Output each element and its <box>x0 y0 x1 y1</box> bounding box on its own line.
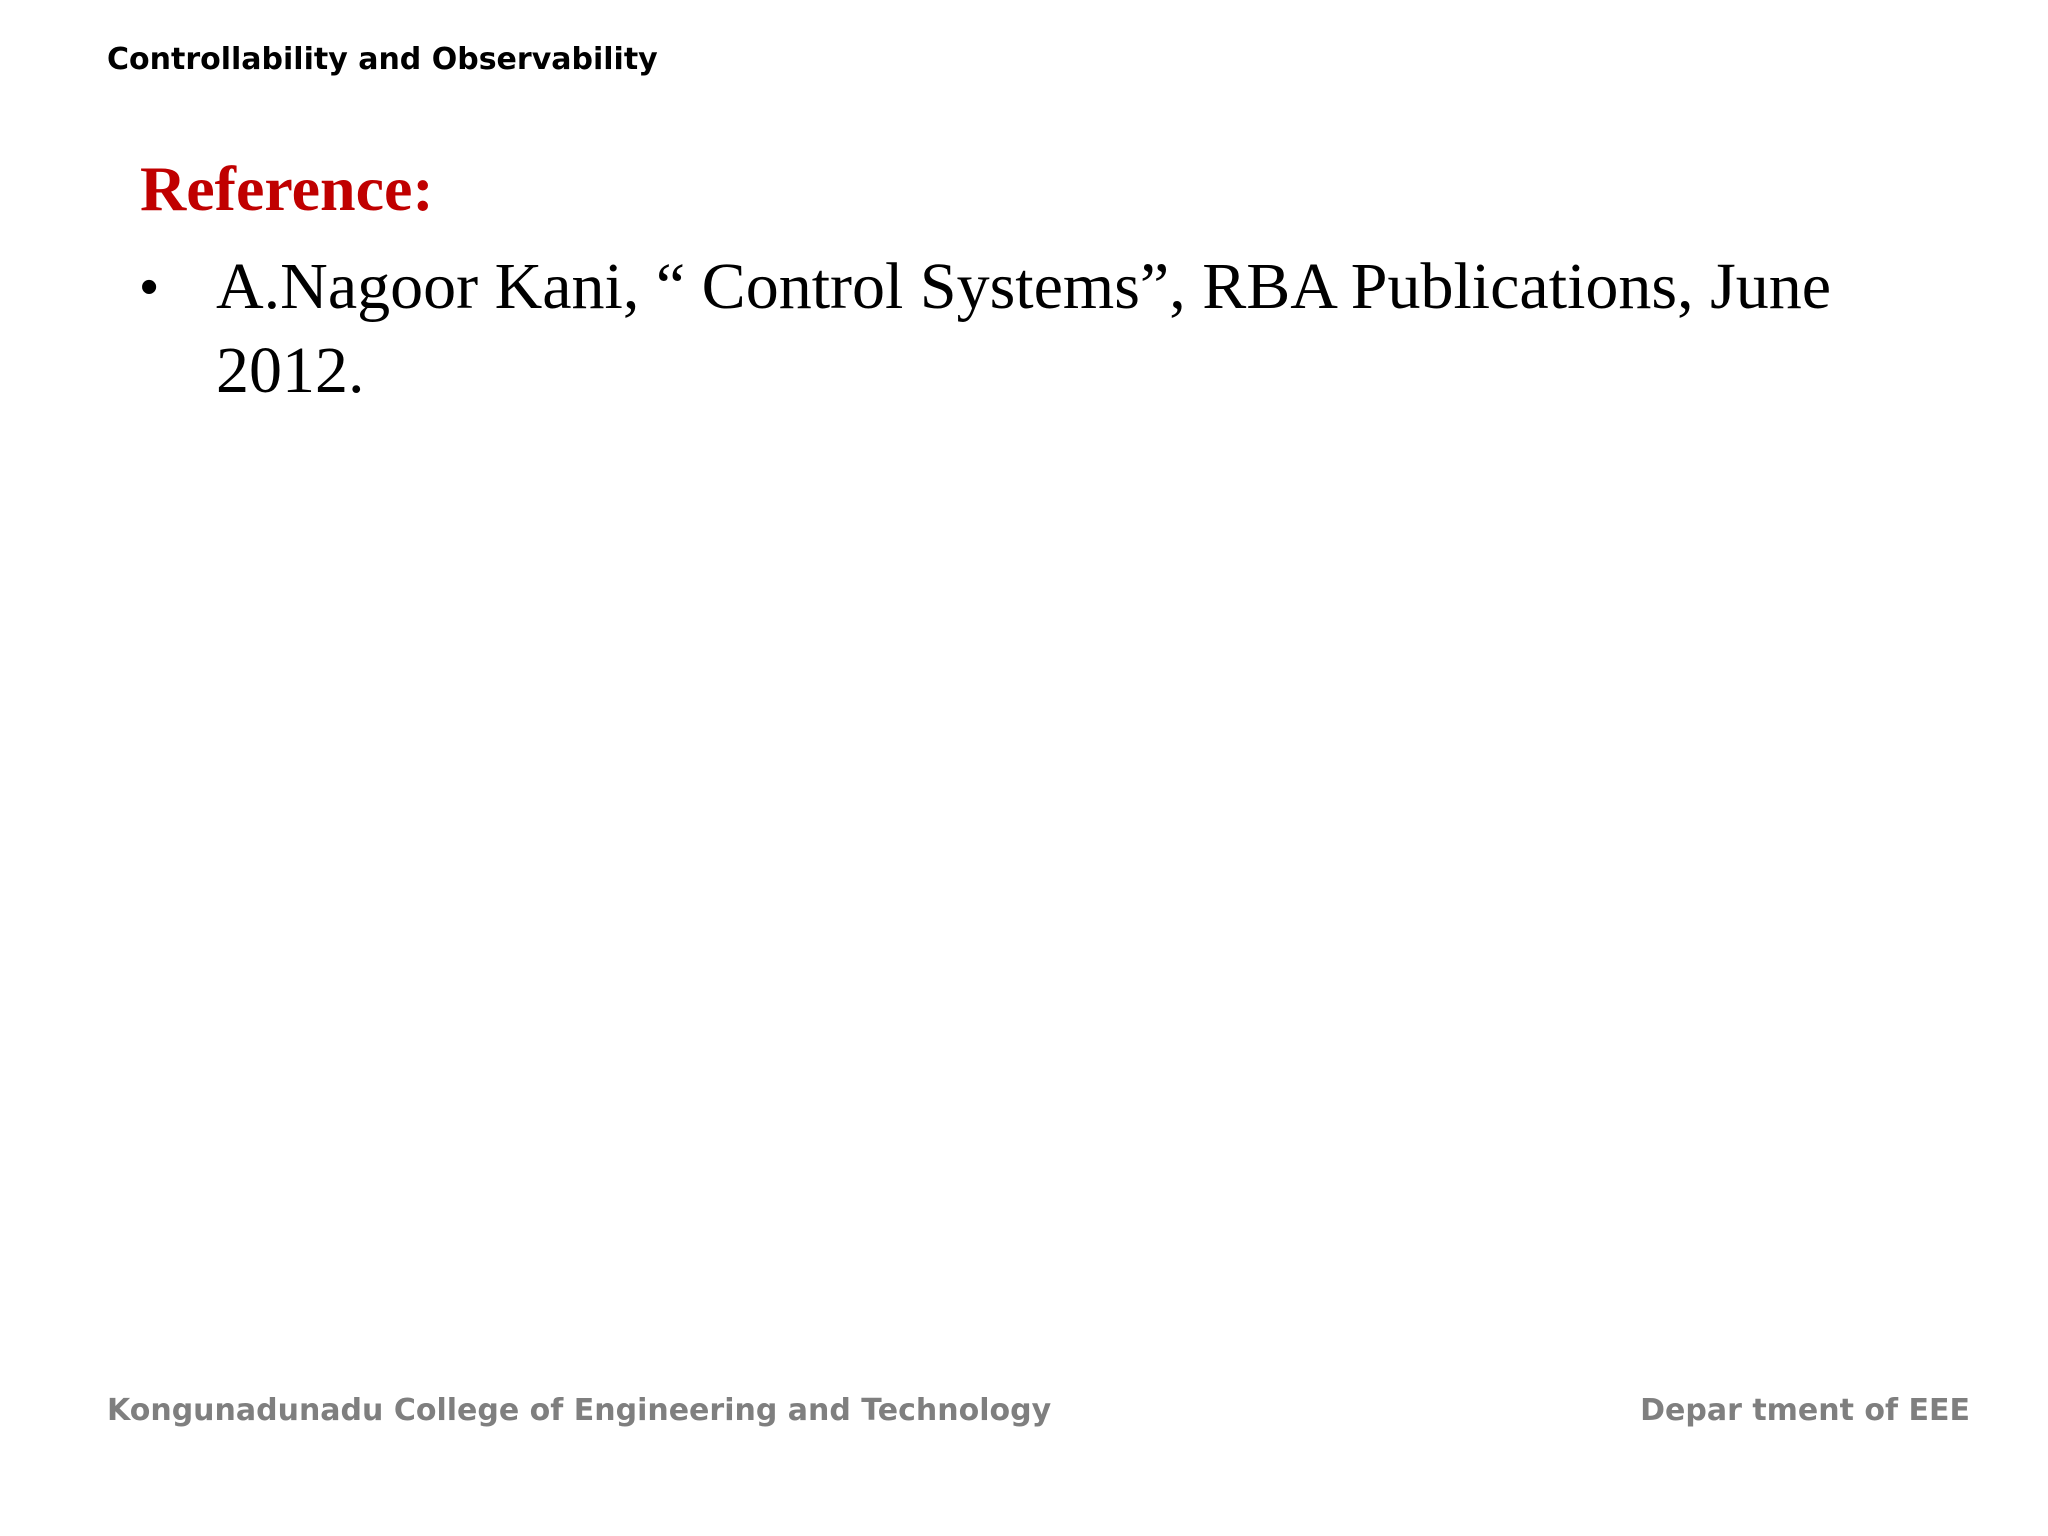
reference-item <box>140 245 1910 413</box>
footer-department: Depar tment of EEE <box>1640 1393 1970 1428</box>
reference-list <box>140 245 1910 413</box>
footer-college-name: Kongunadunadu College of Engineering and Technology <box>107 1393 1052 1428</box>
reference-heading: Reference: <box>140 153 434 224</box>
reference-text: A.Nagoor Kani, “ Control Systems”, RBA Publications, June 2012. <box>216 250 1832 407</box>
bullet-icon: • <box>140 258 159 316</box>
slide-header-title: Controllability and Observability <box>107 42 658 77</box>
